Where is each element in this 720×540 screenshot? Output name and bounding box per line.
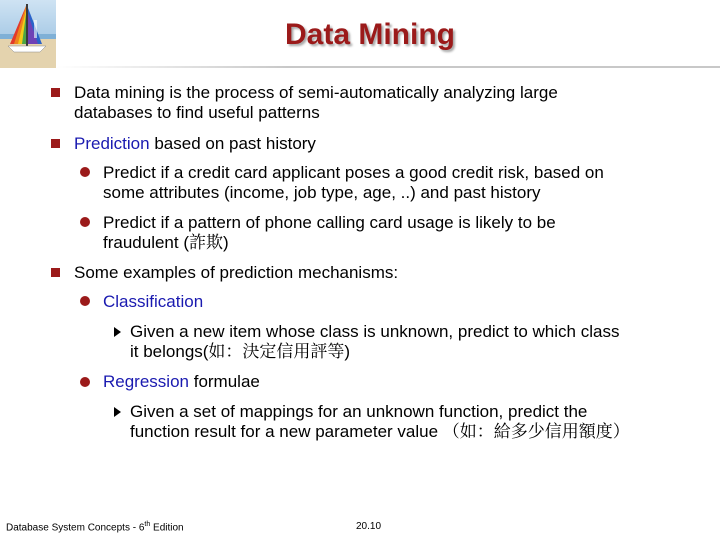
- circle-bullet-icon: [80, 377, 90, 387]
- circle-bullet-icon: [80, 217, 90, 227]
- classification-term: Classification: [103, 292, 204, 311]
- sub-bullet-regression: [103, 372, 260, 392]
- square-bullet-icon: [51, 88, 60, 97]
- footer-book-sup: th: [144, 521, 151, 528]
- prediction-term: Prediction: [74, 134, 150, 153]
- classification-detail: [130, 322, 619, 362]
- circle-bullet-icon: [80, 167, 90, 177]
- sub-bullet-fraud: [103, 213, 556, 253]
- footer-book-title: [6, 521, 184, 533]
- bullet-line: some attributes (income, job type, age, ..) and past history: [103, 183, 541, 202]
- square-bullet-icon: [51, 268, 60, 277]
- bullet-line: it belongs(如：決定信用評等): [130, 342, 351, 361]
- slide-title: Data Mining: [285, 18, 455, 51]
- triangle-bullet-icon: [114, 327, 121, 337]
- bullet-prediction: [74, 134, 316, 154]
- bullet-line: Data mining is the process of semi-automatically analyzing large: [74, 83, 558, 102]
- bullet-line: databases to find useful patterns: [74, 103, 320, 122]
- bullet-line: Given a new item whose class is unknown, predict to which class: [130, 322, 620, 341]
- bullet-data-mining: [74, 83, 558, 123]
- regression-detail: [130, 402, 630, 442]
- bullet-text: based on past history: [149, 134, 316, 153]
- sub-bullet-classification: [103, 292, 203, 312]
- circle-bullet-icon: [80, 296, 90, 306]
- bullet-line: function result for a new parameter value （如：給多少信用額度）: [130, 422, 630, 441]
- footer-book-suffix: Edition: [150, 522, 184, 534]
- bullet-line: Predict if a pattern of phone calling card usage is likely to be: [103, 213, 556, 232]
- footer-book-prefix: Database System Concepts - 6: [6, 522, 145, 534]
- bullet-text: formulae: [189, 372, 260, 391]
- bullet-prediction-mechanisms: Some examples of prediction mechanisms:: [74, 263, 399, 282]
- triangle-bullet-icon: [114, 407, 121, 417]
- bullet-line: Predict if a credit card applicant poses a good credit risk, based on: [103, 163, 604, 182]
- page-number: 20.10: [356, 521, 382, 532]
- bullet-line: fraudulent (詐欺): [103, 233, 229, 252]
- regression-term: Regression: [103, 372, 189, 391]
- bullet-line: Given a set of mappings for an unknown function, predict the: [130, 402, 588, 421]
- square-bullet-icon: [51, 139, 60, 148]
- sub-bullet-credit-risk: [103, 163, 604, 203]
